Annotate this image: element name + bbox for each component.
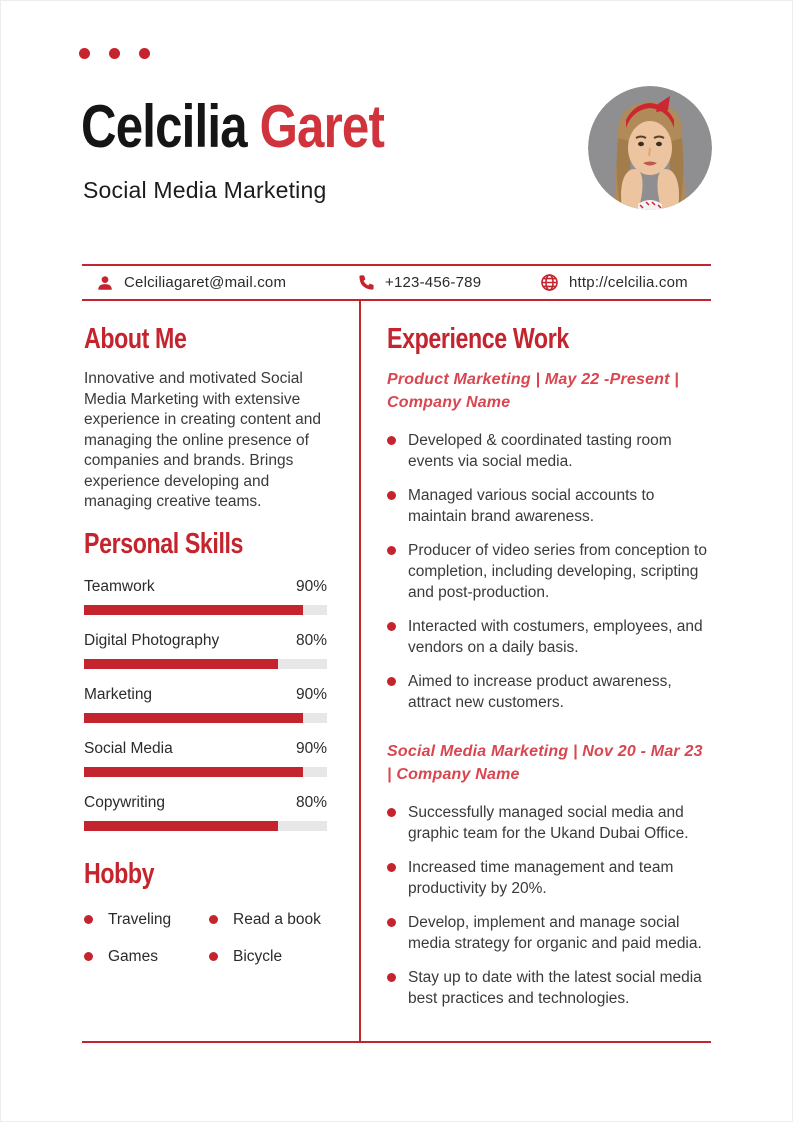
skill-value: 90% — [295, 577, 327, 595]
skill-bar-fill — [84, 767, 303, 777]
skill-item — [84, 794, 327, 831]
contact-bar — [82, 264, 711, 301]
hobby-item — [209, 911, 327, 929]
contact-email — [96, 266, 286, 299]
personal-skills-title: Personal Skills — [84, 527, 244, 560]
bullet-item — [387, 485, 711, 527]
skill-label: Copywriting — [84, 793, 165, 811]
bullet-text: Producer of video series from conception to completion, including developing, scripting and post-production. — [408, 542, 707, 601]
job-bullets — [387, 802, 711, 1009]
skill-bar-fill — [84, 659, 278, 669]
skill-bar-fill — [84, 605, 303, 615]
hobby-title: Hobby — [84, 857, 155, 890]
about-me-text: Innovative and motivated Social Media Marketing with extensive experience in creating content and managing the online presence of companies and brands. Brings experience developing and managing creative teams. — [84, 370, 321, 510]
bullet-text: Aimed to increase product awareness, attract new customers. — [408, 673, 672, 711]
bullet-text: Develop, implement and manage social media strategy for organic and paid media. — [408, 914, 702, 952]
main-content — [82, 301, 711, 1043]
bullet-item — [387, 540, 711, 603]
person-name — [81, 95, 384, 159]
hobby-item — [84, 948, 209, 966]
bullet-icon — [387, 808, 396, 817]
skill-bar-track — [84, 821, 327, 831]
skill-label: Social Media — [84, 739, 173, 757]
bullet-item — [387, 967, 711, 1009]
job-entry — [387, 368, 711, 713]
skill-item — [84, 686, 327, 723]
bullet-icon — [84, 952, 93, 961]
profile-photo-illustration — [588, 86, 712, 210]
globe-icon — [540, 273, 559, 292]
website-text: http://celcilia.com — [569, 274, 688, 291]
dot-icon — [109, 48, 120, 59]
skill-label: Marketing — [84, 685, 153, 703]
bullet-item — [387, 430, 711, 472]
skill-bar-fill — [84, 821, 278, 831]
skill-item — [84, 740, 327, 777]
bullet-icon — [387, 546, 396, 555]
job-heading: Product Marketing | May 22 -Present | Company Name — [387, 371, 679, 411]
email-text: Celciliagaret@mail.com — [124, 274, 287, 291]
experience-work-title: Experience Work — [387, 323, 569, 355]
bullet-icon — [209, 952, 218, 961]
bullet-icon — [209, 915, 218, 924]
skill-bar-track — [84, 659, 327, 669]
bullet-text: Managed various social accounts to maintain brand awareness. — [408, 487, 655, 525]
dot-icon — [79, 48, 90, 59]
bullet-icon — [387, 973, 396, 982]
bullet-icon — [387, 436, 396, 445]
phone-icon — [358, 274, 375, 291]
bullet-icon — [387, 863, 396, 872]
bullet-item — [387, 616, 711, 658]
bullet-text: Stay up to date with the latest social media best practices and technologies. — [408, 969, 702, 1007]
hobby-item — [84, 911, 209, 929]
person-icon — [96, 274, 114, 292]
bullet-text: Increased time management and team productivity by 20%. — [408, 859, 674, 897]
skill-bar-track — [84, 767, 327, 777]
bullet-item — [387, 802, 711, 844]
first-name: Celcilia — [81, 93, 247, 160]
skill-value: 80% — [295, 631, 327, 649]
contact-phone — [358, 266, 481, 299]
bullet-icon — [84, 915, 93, 924]
hobby-label: Games — [108, 947, 158, 965]
decorative-dots — [79, 48, 150, 59]
bullet-text: Developed & coordinated tasting room events via social media. — [408, 432, 672, 470]
bullet-icon — [387, 918, 396, 927]
contact-website — [540, 266, 688, 299]
bullet-icon — [387, 622, 396, 631]
bullet-item — [387, 857, 711, 899]
skill-bar-fill — [84, 713, 303, 723]
job-subtitle: Social Media Marketing — [83, 177, 327, 203]
skill-item — [84, 578, 327, 615]
bullet-item — [387, 671, 711, 713]
bullet-icon — [387, 491, 396, 500]
profile-photo — [588, 86, 712, 210]
hobby-label: Bicycle — [233, 947, 283, 965]
hobby-list — [84, 911, 327, 966]
hobby-item — [209, 948, 327, 966]
hobby-label: Traveling — [108, 910, 172, 928]
skill-bar-track — [84, 605, 327, 615]
about-me-title: About Me — [84, 323, 187, 355]
skill-bar-track — [84, 713, 327, 723]
dot-icon — [139, 48, 150, 59]
right-column — [361, 301, 711, 1041]
last-name: Garet — [259, 93, 385, 160]
phone-text: +123-456-789 — [385, 274, 482, 291]
skill-value: 90% — [295, 739, 327, 757]
bullet-item — [387, 912, 711, 954]
bullet-icon — [387, 677, 396, 686]
skill-label: Teamwork — [84, 577, 155, 595]
bullet-text: Interacted with costumers, employees, and vendors on a daily basis. — [408, 618, 703, 656]
job-heading: Social Media Marketing | Nov 20 - Mar 23 | Company Name — [387, 743, 703, 783]
skill-value: 80% — [295, 793, 327, 811]
hobby-label: Read a book — [233, 910, 321, 928]
header — [1, 1, 792, 264]
job-entry — [387, 740, 711, 1009]
skill-label: Digital Photography — [84, 631, 220, 649]
skill-item — [84, 632, 327, 669]
job-bullets — [387, 430, 711, 713]
bullet-text: Successfully managed social media and graphic team for the Ukand Dubai Office. — [408, 804, 689, 842]
skill-value: 90% — [295, 685, 327, 703]
left-column — [82, 301, 359, 1041]
